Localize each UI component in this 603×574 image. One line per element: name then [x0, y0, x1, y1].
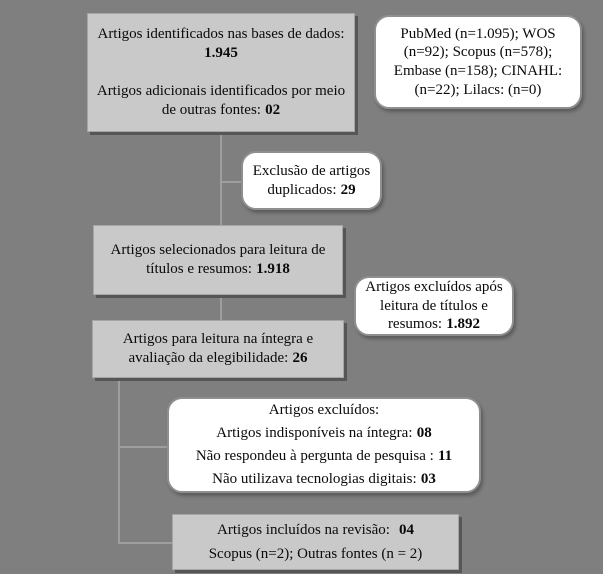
- excluded-fulltext-item: [196, 445, 452, 468]
- connector-branch-included: [120, 542, 173, 544]
- duplicates-text: Exclusão de artigos duplicados:: [252, 162, 371, 198]
- duplicates-value: 29: [340, 181, 356, 198]
- box-articles-identified: [87, 13, 355, 132]
- excluded-fulltext-item: [212, 468, 436, 491]
- identified-other-sources-value: 02: [265, 102, 281, 118]
- eligibility-line: [97, 330, 339, 369]
- box-fulltext-eligibility: [92, 320, 344, 378]
- included-count-text: Artigos incluídos na revisão:: [217, 522, 390, 538]
- excluded-fulltext-title: Artigos excluídos:: [268, 401, 380, 418]
- screened-value: 1.918: [256, 261, 290, 277]
- included-count-value: 04: [398, 522, 414, 538]
- identified-other-sources-text: Artigos adicionais identificados por meio de outras fontes:: [96, 82, 346, 118]
- box-selected-title-abstract: [93, 225, 343, 295]
- identified-databases-text: Artigos identificados nas bases de dados:: [97, 25, 345, 42]
- excluded-fulltext-item-value: 11: [438, 448, 453, 464]
- included-sources-line: Scopus (n=2); Outras fontes (n = 2): [208, 546, 423, 562]
- excluded-fulltext-item-text: Artigos indisponíveis na íntegra:: [216, 424, 413, 441]
- box-excluded-title-abstract: [354, 276, 514, 336]
- connector-branch-excluded-fulltext: [120, 446, 167, 448]
- excluded-fulltext-item-text: Não respondeu à pergunta de pesquisa :: [195, 448, 434, 464]
- eligibility-value: 26: [292, 350, 308, 366]
- excluded-fulltext-item-value: 08: [416, 424, 432, 441]
- connector-identified-to-screened: [220, 133, 222, 226]
- screened-text: Artigos selecionados para leitura de títulos e resumos:: [110, 241, 326, 277]
- included-count-line: [217, 518, 414, 542]
- box-included-in-review: [172, 514, 459, 570]
- box-database-counts: [374, 15, 582, 109]
- screened-line: [98, 241, 338, 280]
- connector-branch-duplicates: [222, 181, 241, 183]
- identified-other-sources-line: [92, 82, 350, 121]
- excluded-fulltext-item: [216, 422, 431, 445]
- identified-databases-line: [97, 25, 344, 64]
- excluded-fulltext-item-value: 03: [420, 471, 436, 488]
- identified-databases-value: 1.945: [204, 45, 238, 61]
- connector-screened-to-eligibility: [220, 295, 222, 321]
- box-duplicates-excluded: [241, 151, 382, 210]
- box-excluded-fulltext: [167, 397, 481, 493]
- excluded-screening-value: 1.892: [446, 316, 481, 333]
- eligibility-text: Artigos para leitura na íntegra e avaliação da elegibilidade:: [122, 330, 314, 366]
- connector-eligibility-to-included: [118, 378, 120, 544]
- duplicates-line: [251, 162, 372, 200]
- database-counts-text: PubMed (n=1.095); WOS (n=92); Scopus (n=578); Embase (n=158); CINAHL: (n=22); Lilacs: (n=0): [393, 25, 563, 98]
- excluded-screening-text: Artigos excluídos após leitura de títulos e resumos:: [365, 278, 503, 333]
- excluded-fulltext-item-text: Não utilizava tecnologias digitais:: [212, 471, 417, 488]
- excluded-screening-line: [364, 278, 504, 334]
